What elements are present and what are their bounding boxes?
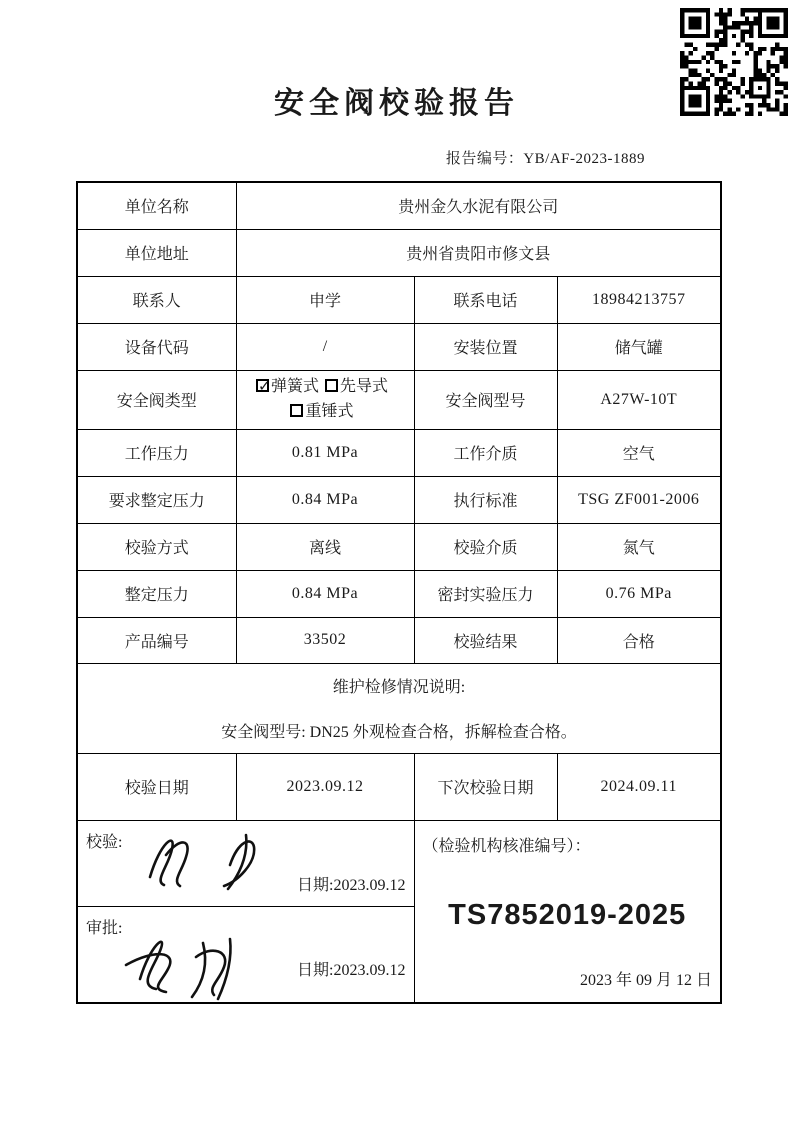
report-table	[76, 181, 722, 1004]
agency-approval-number: TS7852019-2025	[448, 898, 687, 931]
maintenance-cell	[77, 663, 721, 753]
checkbox-spring-icon	[256, 376, 271, 395]
equipment-code-label: 设备代码	[77, 323, 236, 370]
seal-test-pressure-value: 0.76 MPa	[557, 570, 721, 617]
product-no-value: 33502	[236, 617, 414, 663]
checkbox-pilot-icon	[325, 379, 338, 392]
standard-value: TSG ZF001-2006	[557, 476, 721, 523]
calibrator-date: 日期:2023.09.12	[297, 876, 406, 894]
valve-model-label: 安全阀型号	[414, 370, 557, 429]
checkmark-icon: ✓	[257, 376, 271, 395]
valve-type-option-pilot	[325, 378, 388, 395]
unit-address-label: 单位地址	[77, 229, 236, 276]
calibration-date-label: 校验日期	[77, 753, 236, 820]
approver-label: 审批:	[86, 919, 123, 937]
set-pressure-label: 整定压力	[77, 570, 236, 617]
row-valve-type	[77, 370, 721, 429]
report-number-line	[446, 147, 645, 168]
product-no-label: 产品编号	[77, 617, 236, 663]
row-calibrator-sign	[77, 820, 721, 906]
unit-name-label: 单位名称	[77, 182, 236, 229]
row-working-pressure	[77, 429, 721, 476]
approver-signature	[106, 921, 286, 1003]
agency-date: 2023 年 09 月 12 日	[579, 972, 712, 989]
checkbox-weight-icon	[290, 404, 303, 417]
working-pressure-value: 0.81 MPa	[236, 429, 414, 476]
valve-type-option-spring	[256, 378, 319, 395]
contact-value: 申学	[236, 276, 414, 323]
valve-type-option-spring-label: 弹簧式	[270, 377, 319, 395]
calibrator-signature	[130, 823, 300, 895]
report-number-value: YB/AF-2023-1889	[523, 151, 645, 167]
working-medium-value: 空气	[557, 429, 721, 476]
valve-model-value: A27W-10T	[557, 370, 721, 429]
working-pressure-label: 工作压力	[77, 429, 236, 476]
row-set-pressure	[77, 570, 721, 617]
row-unit-address	[77, 229, 721, 276]
approver-date: 日期:2023.09.12	[297, 962, 406, 979]
unit-address-value: 贵州省贵阳市修文县	[236, 229, 721, 276]
row-contact	[77, 276, 721, 323]
calibration-method-value: 离线	[236, 523, 414, 570]
row-dates	[77, 753, 721, 820]
contact-label: 联系人	[77, 276, 236, 323]
seal-test-pressure-label: 密封实验压力	[414, 570, 557, 617]
set-pressure-value: 0.84 MPa	[236, 570, 414, 617]
agency-cell	[414, 820, 721, 1003]
next-calibration-date-label: 下次校验日期	[414, 753, 557, 820]
approver-sign-cell	[77, 906, 414, 1003]
row-product-no	[77, 617, 721, 663]
row-calibration-method	[77, 523, 721, 570]
report-number-label: 报告编号：	[445, 151, 524, 167]
contact-phone-value: 18984213757	[557, 276, 721, 323]
calibration-result-label: 校验结果	[414, 617, 557, 663]
required-set-pressure-value: 0.84 MPa	[236, 476, 414, 523]
unit-name-value: 贵州金久水泥有限公司	[236, 182, 721, 229]
calibration-medium-label: 校验介质	[414, 523, 557, 570]
next-calibration-date-value: 2024.09.11	[557, 753, 721, 820]
required-set-pressure-label: 要求整定压力	[77, 476, 236, 523]
valve-type-option-pilot-label: 先导式	[340, 377, 389, 395]
agency-heading: （检验机构核准编号）：	[422, 837, 591, 855]
calibrator-sign-cell	[77, 820, 414, 906]
install-location-value: 储气罐	[557, 323, 721, 370]
row-equipment	[77, 323, 721, 370]
contact-phone-label: 联系电话	[414, 276, 557, 323]
standard-label: 执行标准	[414, 476, 557, 523]
page-title: 安全阀校验报告	[274, 87, 519, 120]
maintenance-heading: 维护检修情况说明:	[332, 679, 466, 696]
row-required-set-pressure	[77, 476, 721, 523]
calibrator-label: 校验:	[86, 833, 123, 851]
valve-type-label: 安全阀类型	[77, 370, 236, 429]
working-medium-label: 工作介质	[414, 429, 557, 476]
equipment-code-value: /	[236, 323, 414, 370]
valve-type-option-weight-label: 重锤式	[305, 402, 354, 420]
install-location-label: 安装位置	[414, 323, 557, 370]
valve-type-option-weight	[290, 403, 353, 420]
valve-type-options	[236, 370, 414, 429]
calibration-method-label: 校验方式	[77, 523, 236, 570]
row-unit-name	[77, 182, 721, 229]
calibration-result-value: 合格	[557, 617, 721, 663]
row-maintenance	[77, 663, 721, 753]
calibration-date-value: 2023.09.12	[236, 753, 414, 820]
maintenance-body: 安全阀型号: DN25 外观检查合格，拆解检查合格。	[221, 724, 577, 741]
calibration-medium-value: 氮气	[557, 523, 721, 570]
